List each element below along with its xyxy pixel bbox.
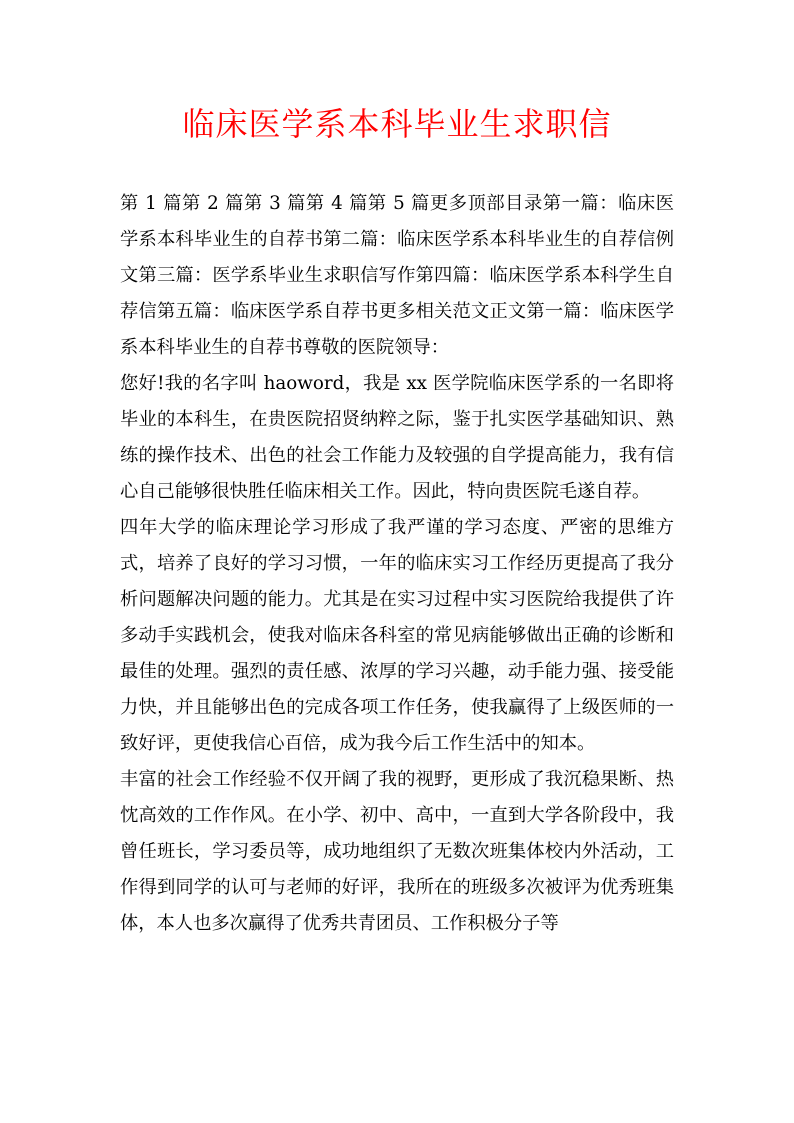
paragraph-greeting: 您好!我的名字叫 haoword，我是 xx 医学院临床医学系的一名即将毕业的本科生，在贵医院招贤纳粹之际，鉴于扎实医学基础知识、熟练的操作技术、出色的社会工作能力及较强的自学提高能力，我有信心自己能够很快胜任临床相关工作。因此，特向贵医院毛遂自荐。 (120, 373, 674, 502)
document-title: 临床医学系本科毕业生求职信 (182, 105, 612, 143)
document-body (120, 186, 674, 942)
paragraph-social-work: 丰富的社会工作经验不仅开阔了我的视野，更形成了我沉稳果断、热忱高效的工作作风。在小学、初中、高中，一直到大学各阶段中，我曾任班长，学习委员等，成功地组织了无数次班集体校内外活动，工作得到同学的认可与老师的好评，我所在的班级多次被评为优秀班集体，本人也多次赢得了优秀共青团员、工作积极分子等 (120, 769, 674, 934)
paragraph-study: 四年大学的临床理论学习形成了我严谨的学习态度、严密的思维方式，培养了良好的学习习惯，一年的临床实习工作经历更提高了我分析问题解决问题的能力。尤其是在实习过程中实习医院给我提供了许多动手实践机会，使我对临床各科室的常见病能够做出正确的诊断和最佳的处理。强烈的责任感、浓厚的学习兴趣，动手能力强、接受能力快，并且能够出色的完成各项工作任务，使我赢得了上级医师的一致好评，更使我信心百倍，成为我今后工作生活中的知本。 (120, 517, 674, 754)
paragraph-table-of-contents: 第 1 篇第 2 篇第 3 篇第 4 篇第 5 篇更多顶部目录第一篇：临床医学系本科毕业生的自荐书第二篇：临床医学系本科毕业生的自荐信例文第三篇：医学系毕业生求职信写作第四篇：临床医学系本科学生自荐信第五篇：临床医学系自荐书更多相关范文正文第一篇：临床医学系本科毕业生的自荐书尊敬的医院领导： (120, 193, 674, 358)
